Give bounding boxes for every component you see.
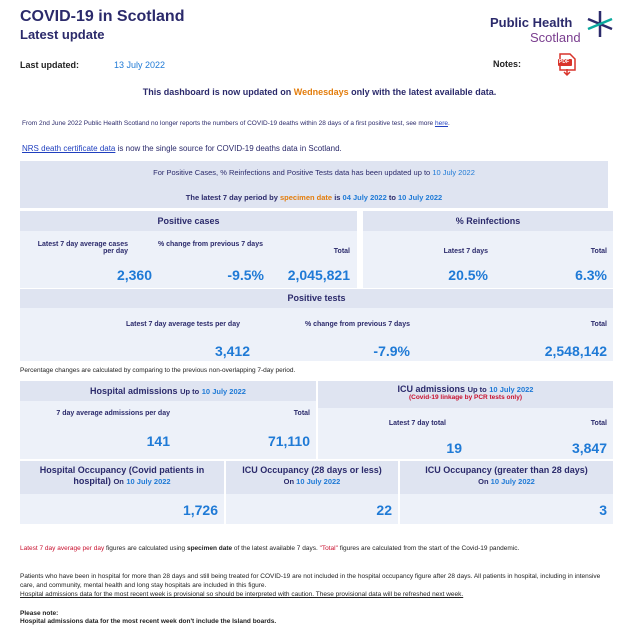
icu-occupancy-short-title: ICU Occupancy (28 days or less) [242,465,382,475]
icu-latest-label: Latest 7 day total [388,420,446,427]
icu-date: 10 July 2022 [489,385,534,394]
nrs-link[interactable]: NRS death certificate data [22,144,116,153]
cases-change-value: -9.5% [227,267,264,283]
footnote-bold: specimen date [186,545,233,552]
phs-logo [490,9,615,47]
hospital-admissions-header [20,381,316,401]
banner-specimen-date: specimen date [280,193,333,202]
last-updated-label: Last updated: [20,60,80,70]
logo-text-line2: Scotland [530,30,581,45]
cases-change-label: % change from previous 7 days [157,241,263,248]
icu-total-label: Total [590,420,607,427]
hospital-occupancy-date: 10 July 2022 [126,477,171,486]
footnote-c: figures are calculated from the start of the Covid-19 pandemic. [337,545,520,552]
pdf-notes-icon[interactable] [557,53,577,77]
icu-occupancy-long-date: 10 July 2022 [490,477,535,486]
positive-tests-panel [20,289,613,361]
tests-total-value: 2,548,142 [544,343,607,359]
icu-occupancy-long-title: ICU Occupancy (greater than 28 days) [425,465,588,475]
hospital-admissions-panel [20,381,316,459]
logo-star-icon [585,9,615,39]
footnote-provisional: Hospital admissions data for the most recent week is provisional so should be interpreted with caution. These provisional data will be refreshed next week. [20,591,464,598]
hospital-occupancy-panel [20,461,224,524]
footnote-b: of the latest available 7 days. [232,545,320,552]
hospital-title: Hospital admissions [90,386,178,396]
icu-admissions-panel [318,381,613,459]
icu-admissions-header [318,381,613,408]
deaths-note-text: From 2nd June 2022 Public Health Scotland no longer reports the numbers of COVID-19 deaths within 28 days of a first positive test, see more [22,120,435,127]
banner-from-date: 04 July 2022 [342,193,387,202]
hosp-avg-value: 141 [146,433,170,449]
hosp-total-label: Total [293,410,310,417]
hospital-occupancy-header [20,461,224,494]
tests-avg-value: 3,412 [214,343,250,359]
reinfections-panel [363,211,613,288]
reinf-latest-value: 20.5% [448,267,488,283]
pdf-icon-text: PDF [559,59,569,65]
banner-line1-date: 10 July 2022 [432,168,475,177]
last-updated-value: 13 July 2022 [114,60,166,70]
banner-line1: For Positive Cases, % Reinfections and Positive Tests data has been updated up to [153,168,433,177]
reinfections-title: % Reinfections [363,211,613,231]
icu-occupancy-short-value: 22 [376,502,392,518]
page-title: COVID-19 in Scotland [20,8,185,25]
tests-total-label: Total [590,321,607,328]
icu-occupancy-long-on: On [478,477,489,486]
icu-occupancy-long-value: 3 [599,502,607,518]
logo-text-line1: Public Health [490,15,573,30]
hospital-date: 10 July 2022 [201,387,246,396]
notice-text-2: only with the latest available data. [348,87,497,97]
banner-line2-a: The latest 7 day period by [185,193,280,202]
nrs-note [22,144,342,153]
footnote-calc [20,545,615,554]
tests-avg-label: Latest 7 day average tests per day [125,321,240,328]
data-period-banner [20,161,608,208]
icu-occupancy-short-header [226,461,398,494]
cases-avg-value: 2,360 [116,267,152,283]
icu-title: ICU admissions [397,384,466,394]
icu-occupancy-short-date: 10 July 2022 [296,477,341,486]
hospital-occupancy-value: 1,726 [182,502,218,518]
update-notice [0,87,639,97]
cases-total-value: 2,045,821 [287,267,350,283]
icu-up-to: Up to [467,385,487,394]
cases-total-label: Total [333,248,350,255]
footnote-red: Latest 7 day average per day [20,545,105,552]
positive-tests-title: Positive tests [20,289,613,308]
hospital-occupancy-on: On [113,477,124,486]
banner-to-date: 10 July 2022 [398,193,443,202]
icu-occupancy-short-on: On [283,477,295,486]
tests-change-value: -7.9% [373,343,410,359]
icu-subtitle: (Covid-19 linkage by PCR tests only) [408,394,523,401]
cases-avg-label: Latest 7 day average cases per day [37,241,128,255]
notes-label: Notes: [493,59,522,69]
icu-occupancy-long-header [400,461,613,494]
tests-change-label: % change from previous 7 days [304,321,410,328]
positive-cases-title: Positive cases [20,211,357,231]
notice-day: Wednesdays [293,87,349,97]
reinf-total-value: 6.3% [575,267,607,283]
deaths-here-link[interactable]: here [434,120,448,127]
icu-latest-value: 19 [446,440,462,456]
banner-to-word: to [386,193,398,202]
notice-text-1: This dashboard is now updated on [142,87,294,97]
icu-total-value: 3,847 [571,440,607,456]
icu-occupancy-long-panel [400,461,613,524]
hospital-occupancy-title: Hospital Occupancy (Covid patients in hospital) [39,465,205,486]
nrs-note-text: is now the single source for COVID-19 deaths data in Scotland. [115,144,342,153]
page-subtitle: Latest update [20,27,105,42]
footnote-a: figures are calculated using [104,545,187,552]
deaths-note [22,120,450,127]
deaths-note-end: . [447,120,450,127]
hosp-total-value: 71,110 [267,433,310,449]
pct-change-note: Percentage changes are calculated by comparing to the previous non-overlapping 7-day period. [20,367,296,374]
reinf-total-label: Total [590,248,607,255]
footnote-total: "Total" [319,545,338,552]
banner-line2-b: is [332,193,343,202]
hospital-up-to: Up to [180,387,200,396]
hosp-avg-label: 7 day average admissions per day [56,410,170,417]
positive-cases-panel [20,211,357,288]
reinf-latest-label: Latest 7 days [443,248,488,255]
footnote-occupancy: Patients who have been in hospital for more than 28 days and still being treated for COVID-19 are not included in the hospital occupancy figure after 28 days. All patients in hospital, including in intensive care, and community, mental health and long stay hospitals are included in this figure. [20,573,601,589]
icu-occupancy-short-panel [226,461,398,524]
footnote-islands: Hospital admissions data for the most recent week don't include the Island boards. [20,618,277,625]
please-note-label: Please note: [20,610,59,617]
